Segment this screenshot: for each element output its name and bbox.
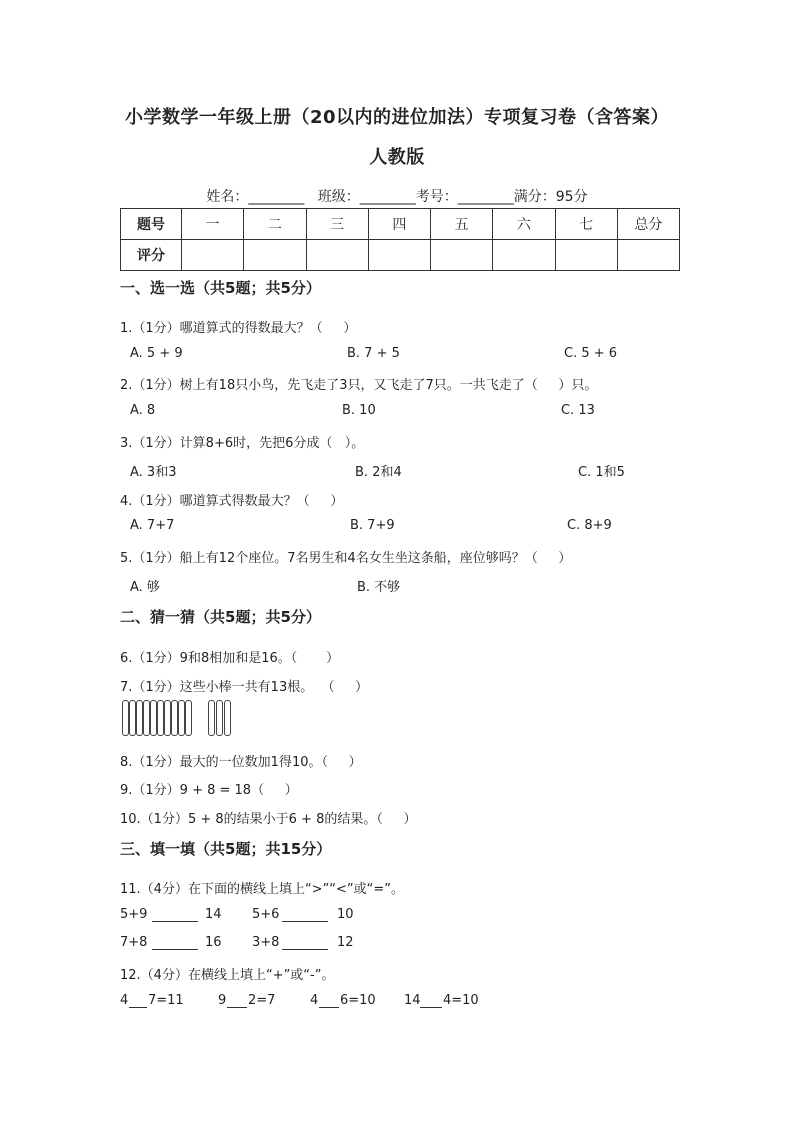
question-7: 7.（1分）这些小棒一共有13根。 （ ）	[120, 680, 369, 695]
answer-blank[interactable]	[282, 935, 328, 954]
answer-blank[interactable]	[319, 993, 339, 1012]
score-cell: 评分	[121, 240, 182, 271]
score-input-cell[interactable]	[617, 240, 679, 271]
question-12: 12.（4分）在横线上填上“+”或“-”。	[120, 968, 335, 983]
page-subtitle: 人教版	[369, 147, 425, 168]
question-1: 1.（1分）哪道算式的得数最大？（ ）	[120, 321, 357, 336]
page-title: 小学数学一年级上册（20以内的进位加法）专项复习卷（含答案）	[124, 107, 670, 128]
score-input-cell[interactable]	[431, 240, 493, 271]
score-table-header-row	[121, 209, 680, 240]
stick	[208, 700, 215, 736]
q2-option-a[interactable]: A. 8	[130, 403, 156, 418]
question-11: 11.（4分）在下面的横线上填上“>”“<”或“=”。	[120, 882, 405, 897]
expression: 6=10	[340, 993, 376, 1008]
answer-blank[interactable]	[129, 993, 147, 1012]
score-cell: 题号	[121, 209, 182, 240]
question-5: 5.（1分）船上有12个座位。7名男生和4名女生坐这条船，座位够吗？（ ）	[120, 551, 572, 566]
q3-option-c[interactable]: C. 1和5	[578, 465, 625, 480]
question-10: 10.（1分）5 + 8的结果小于6 + 8的结果。（ ）	[120, 812, 417, 827]
score-cell: 五	[431, 209, 493, 240]
question-2: 2.（1分）树上有18只小鸟，先飞走了3只，又飞走了7只。一共飞走了（ ）只。	[120, 378, 598, 393]
score-input-cell[interactable]	[555, 240, 617, 271]
score-cell: 总分	[617, 209, 679, 240]
stick	[136, 700, 143, 736]
expression: 9	[218, 993, 227, 1008]
expression: 7=11	[148, 993, 184, 1008]
section-heading-2: 二、猜一猜（共5题；共5分）	[120, 608, 321, 626]
stick	[171, 700, 178, 736]
q4-option-b[interactable]: B. 7+9	[350, 518, 395, 533]
expression: 16	[205, 935, 222, 950]
expression: 3+8	[252, 935, 280, 950]
expression: 14	[404, 993, 421, 1008]
stick	[157, 700, 164, 736]
stick	[178, 700, 185, 736]
expression: 4	[120, 993, 129, 1008]
stick	[129, 700, 136, 736]
answer-blank[interactable]	[282, 907, 328, 926]
expression: 5+6	[252, 907, 280, 922]
expression: 7+8	[120, 935, 148, 950]
q1-option-b[interactable]: B. 7 + 5	[347, 346, 400, 361]
answer-blank[interactable]	[152, 935, 198, 954]
expression: 2=7	[248, 993, 276, 1008]
q5-option-b[interactable]: B. 不够	[357, 580, 401, 595]
score-input-cell[interactable]	[493, 240, 555, 271]
score-cell: 六	[493, 209, 555, 240]
stick	[164, 700, 171, 736]
answer-blank[interactable]	[227, 993, 247, 1012]
q5-option-a[interactable]: A. 够	[130, 580, 160, 595]
q1-option-c[interactable]: C. 5 + 6	[564, 346, 618, 361]
question-9: 9.（1分）9 + 8 = 18（ ）	[120, 783, 298, 798]
stick	[122, 700, 129, 736]
expression: 5+9	[120, 907, 148, 922]
score-input-cell[interactable]	[244, 240, 306, 271]
q3-option-a[interactable]: A. 3和3	[130, 465, 177, 480]
score-cell: 三	[306, 209, 368, 240]
expression: 4	[310, 993, 319, 1008]
question-4: 4.（1分）哪道算式得数最大？（ ）	[120, 494, 344, 509]
q4-option-c[interactable]: C. 8+9	[567, 518, 612, 533]
question-3: 3.（1分）计算8+6时，先把6分成（ ）。	[120, 436, 365, 451]
question-6: 6.（1分）9和8相加和是16。（ ）	[120, 651, 340, 666]
expression: 12	[337, 935, 354, 950]
score-input-cell[interactable]	[306, 240, 368, 271]
answer-blank[interactable]	[152, 907, 198, 926]
q4-option-a[interactable]: A. 7+7	[130, 518, 175, 533]
stick	[185, 700, 192, 736]
student-info-line: 姓名：________ 班级：________考号：________满分：95分	[206, 189, 588, 205]
expression: 4=10	[443, 993, 479, 1008]
expression: 10	[337, 907, 354, 922]
stick	[216, 700, 223, 736]
section-heading-1: 一、选一选（共5题；共5分）	[120, 279, 321, 297]
question-8: 8.（1分）最大的一位数加1得10。（ ）	[120, 755, 362, 770]
score-cell: 七	[555, 209, 617, 240]
q2-option-c[interactable]: C. 13	[561, 403, 595, 418]
stick	[150, 700, 157, 736]
score-cell: 二	[244, 209, 306, 240]
section-heading-3: 三、填一填（共5题；共15分）	[120, 840, 332, 858]
score-cell: 一	[182, 209, 244, 240]
score-input-cell[interactable]	[368, 240, 430, 271]
score-table	[120, 208, 680, 271]
q3-option-b[interactable]: B. 2和4	[355, 465, 402, 480]
answer-blank[interactable]	[420, 993, 442, 1012]
stick	[224, 700, 231, 736]
counting-sticks-illustration	[122, 700, 242, 736]
score-cell: 四	[368, 209, 430, 240]
stick	[143, 700, 150, 736]
expression: 14	[205, 907, 222, 922]
q2-option-b[interactable]: B. 10	[342, 403, 376, 418]
q1-option-a[interactable]: A. 5 + 9	[130, 346, 183, 361]
score-input-cell[interactable]	[182, 240, 244, 271]
score-table-score-row	[121, 240, 680, 271]
